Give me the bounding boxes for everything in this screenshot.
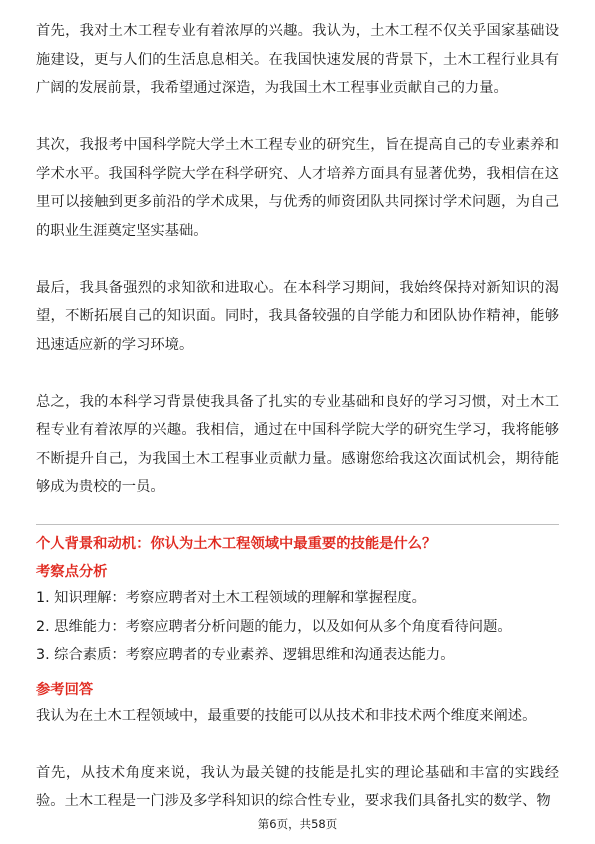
answer-heading: 参考回答 (36, 681, 94, 698)
document-page (36, 17, 559, 844)
answer-paragraph-2: 首先，从技术角度来说，我认为最关键的技能是扎实的理论基础和丰富的实践经验。土木工程是一门涉及多学科知识的综合性专业，要求我们具备扎实的数学、物 (36, 764, 559, 809)
page-number-footer: 第6页，共58页 (257, 817, 338, 831)
body-paragraph-3: 最后，我具备强烈的求知欲和进取心。在本科学习期间，我始终保持对新知识的渴望，不断拓展自己的知识面。同时，我具备较强的自学能力和团队协作精神，能够迅速适应新的学习环境。 (36, 279, 559, 353)
answer-paragraph-1: 我认为在土木工程领域中，最重要的技能可以从技术和非技术两个维度来阐述。 (36, 707, 537, 724)
body-paragraph-1: 首先，我对土木工程专业有着浓厚的兴趣。我认为，土木工程不仅关乎国家基础设施建设，更与人们的生活息息相关。在我国快速发展的背景下，土木工程行业具有广阔的发展前景，我希望通过深造，为我国土木工程事业贡献自己的力量。 (36, 23, 559, 96)
section-divider (36, 524, 559, 525)
analysis-heading: 考察点分析 (36, 564, 108, 580)
body-paragraph-4: 总之，我的本科学习背景使我具备了扎实的专业基础和良好的学习习惯，对土木工程专业有着浓厚的兴趣。我相信，通过在中国科学院大学的研究生学习，我将能够不断提升自己，为我国土木工程事业贡献力量。感谢您给我这次面试机会，期待能够成为贵校的一员。 (36, 393, 559, 495)
analysis-item-3: 3. 综合素质：考察应聘者的专业素养、逻辑思维和沟通表达能力。 (36, 647, 455, 663)
body-paragraph-2: 其次，我报考中国科学院大学土木工程专业的研究生，旨在提高自己的专业素养和学术水平。我国科学院大学在科学研究、人才培养方面具有显著优势，我相信在这里可以接触到更多前沿的学术成果，与优秀的师资团队共同探讨学术问题，为自己的职业生涯奠定坚实基础。 (36, 137, 559, 239)
question-title: 个人背景和动机：你认为土木工程领域中最重要的技能是什么？ (36, 536, 437, 552)
analysis-item-1: 1. 知识理解：考察应聘者对土木工程领域的理解和掌握程度。 (36, 590, 426, 606)
analysis-item-2: 2. 思维能力：考察应聘者分析问题的能力，以及如何从多个角度看待问题。 (36, 618, 512, 635)
